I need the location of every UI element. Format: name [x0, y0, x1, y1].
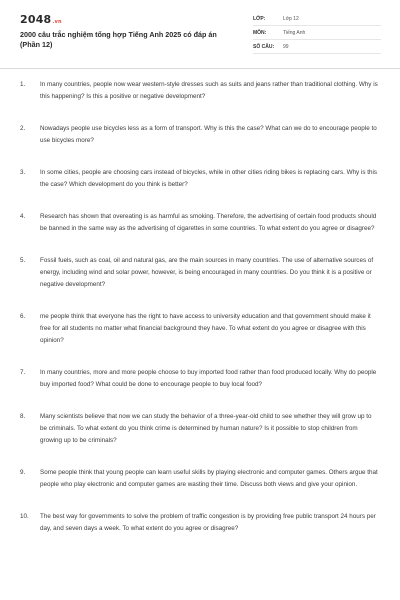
question-number: 5.: [20, 257, 26, 264]
question-item: [0, 79, 400, 103]
question-item: [0, 123, 400, 147]
site-logo[interactable]: [20, 13, 62, 26]
question-item: [0, 511, 400, 535]
meta-label-class: LỚP:: [253, 15, 266, 22]
question-number: 2.: [20, 125, 26, 132]
header-divider: [0, 68, 400, 69]
document-title: 2000 câu trắc nghiệm tổng hợp Tiếng Anh 2025 có đáp án (Phần 12): [20, 30, 217, 49]
question-text: The best way for governments to solve the problem of traffic congestion is by providing free public transport 24 hours per day, and seven days a week. To what extent do you agree or disagree?: [40, 513, 376, 532]
question-text: In many countries, people now wear western-style dresses such as suits and jeans rather than traditional clothing. Why is this happening? Is this a positive or negative development?: [40, 81, 378, 100]
document-header: [0, 0, 400, 68]
meta-row-question-count: [253, 40, 381, 54]
meta-value-subject: Tiếng Anh: [283, 29, 306, 36]
logo-suffix-text: .vn: [52, 19, 62, 25]
question-item: [0, 411, 400, 447]
question-text: Some people think that young people can learn useful skills by playing electronic and computer games. Others argue that people who play electronic and computer games are wasting their time. Discuss both views and give your opinion.: [40, 469, 378, 488]
question-number: 7.: [20, 369, 26, 376]
question-text: Many scientists believe that now we can study the behavior of a three-year-old child to see whether they will grow up to be criminals. To what extent do you think crime is determined by human nature? Is it possible to stop children from growing up to be criminals?: [40, 413, 372, 444]
question-number: 6.: [20, 313, 26, 320]
question-number: 1.: [20, 81, 26, 88]
question-text: Nowadays people use bicycles less as a form of transport. Why is this the case? What can we do to encourage people to use bicycles more?: [40, 125, 377, 144]
document-meta: [253, 12, 381, 54]
question-number: 4.: [20, 213, 26, 220]
meta-row-subject: [253, 26, 381, 40]
question-text: Fossil fuels, such as coal, oil and natural gas, are the main sources in many countries. The use of alternative sources of energy, including wind and solar power, however, is being encouraged in many countries. Do you think it is a positive or negative development?: [40, 257, 374, 288]
meta-value-class: Lớp 12: [283, 15, 299, 22]
meta-label-question-count: SỐ CÂU:: [253, 43, 275, 50]
question-item: [0, 467, 400, 491]
meta-row-class: [253, 12, 381, 26]
question-item: [0, 367, 400, 391]
question-number: 3.: [20, 169, 26, 176]
question-number: 10.: [20, 513, 29, 520]
question-item: [0, 167, 400, 191]
question-text: In some cities, people are choosing cars instead of bicycles, while in other cities riding bikes is replacing cars. Why is this the case? Which development do you think is better?: [40, 169, 378, 188]
question-text: Research has shown that overeating is as harmful as smoking. Therefore, the advertising of certain food products should be banned in the same way as the advertising of cigarettes in some countries. To what extent do you agree or disagree?: [40, 213, 377, 232]
question-list: [0, 79, 400, 555]
question-text: me people think that everyone has the right to have access to university education and that government should make it free for all students no matter what financial background they have. To what extent do you agree or disagree with this opinion?: [40, 313, 371, 344]
question-number: 9.: [20, 469, 26, 476]
question-item: [0, 311, 400, 347]
meta-value-question-count: 99: [283, 43, 289, 50]
question-text: In many countries, more and more people choose to buy imported food rather than food produced locally. Why do people buy imported food? What could be done to encourage people to buy local food?: [40, 369, 377, 388]
logo-main-text: 2048: [20, 13, 52, 26]
question-number: 8.: [20, 413, 26, 420]
question-item: [0, 255, 400, 291]
question-item: [0, 211, 400, 235]
meta-label-subject: MÔN:: [253, 29, 267, 36]
